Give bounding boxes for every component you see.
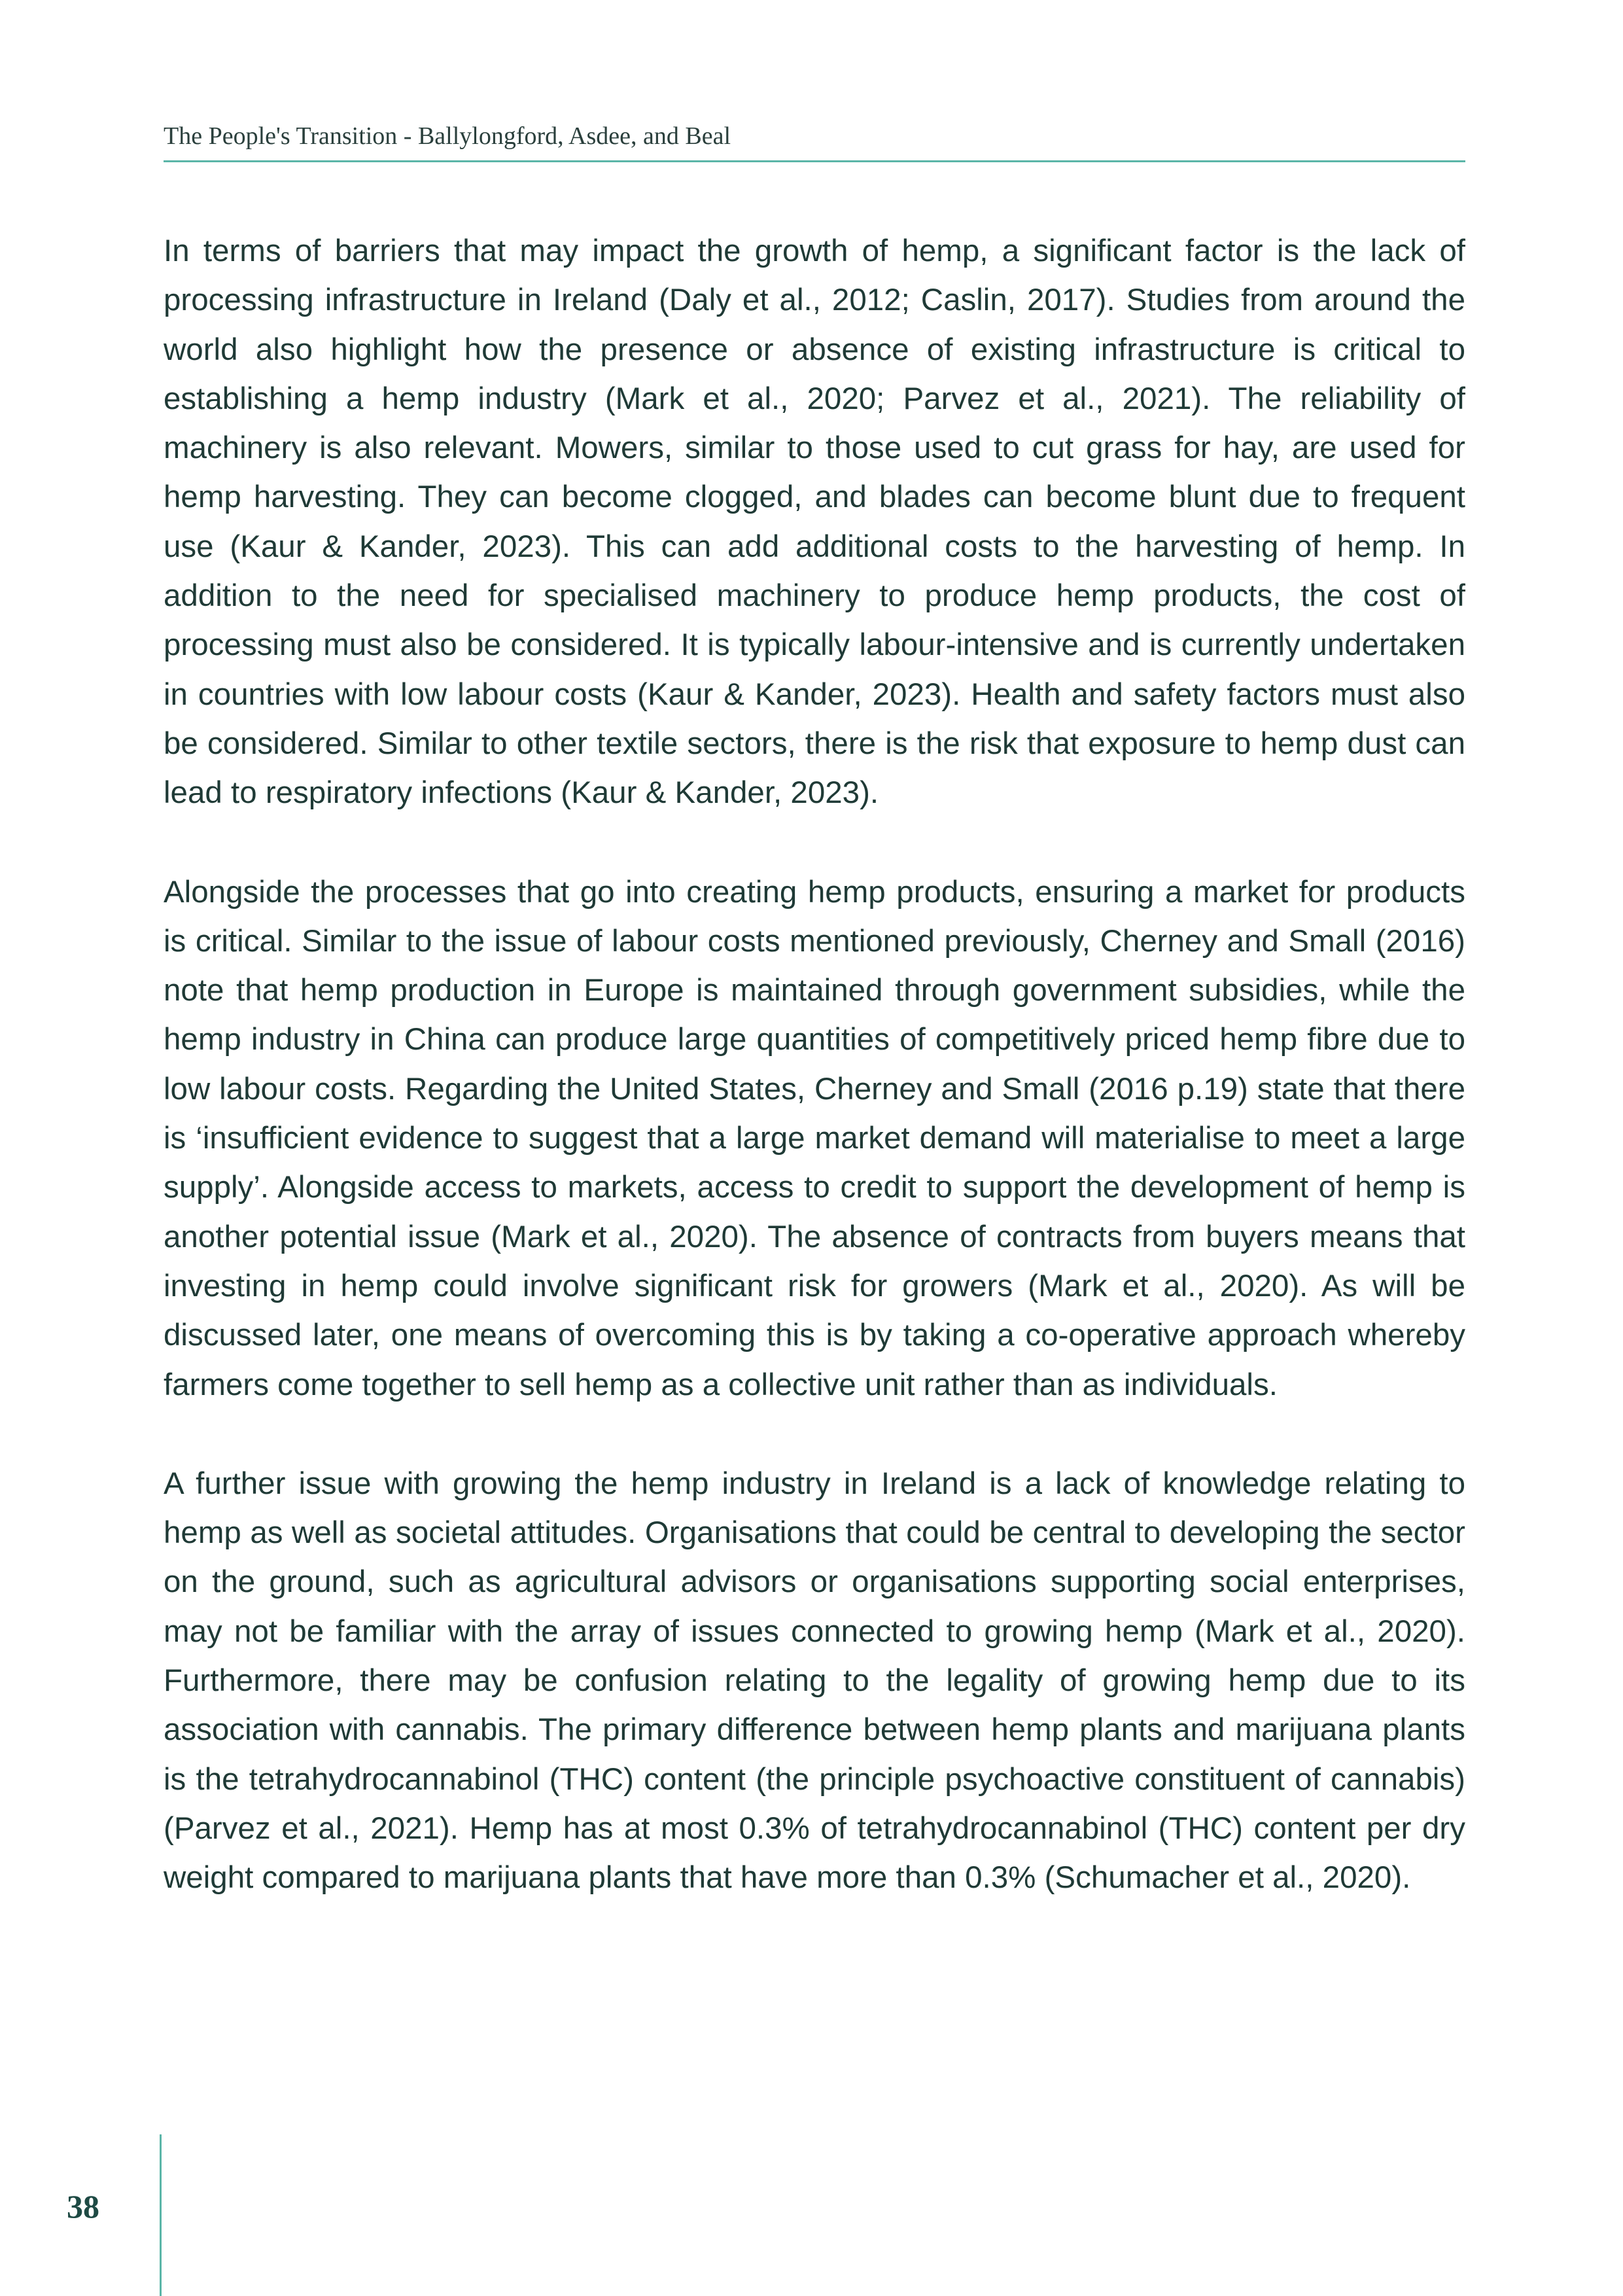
paragraph-knowledge: A further issue with growing the hemp industry in Ireland is a lack of knowledge relating to hemp as well as societal attitudes. Organisations that could be central to developing the sector on the ground, such as agricultural advisors or organisations supporting social enterprises, may not be familiar with the array of issues connected to growing hemp (Mark et al., 2020). Furthermore, there may be confusion relating to the legality of growing hemp due to its association with cannabis. The primary difference between hemp plants and marijuana plants is the tetrahydrocannabinol (THC) content (the principle psychoactive constituent of cannabis) (Parvez et al., 2021). Hemp has at most 0.3% of tetrahydrocannabinol (THC) content per dry weight compared to marijuana plants that have more than 0.3% (Schumacher et al., 2020). (164, 1466, 1465, 1896)
paragraph-barriers: In terms of barriers that may impact the growth of hemp, a significant factor is the lack of processing infrastructure in Ireland (Daly et al., 2012; Caslin, 2017). Studies from around the world also highlight how the presence or absence of existing infrastructure is critical to establishing a hemp industry (Mark et al., 2020; Parvez et al., 2021). The reliability of machinery is also relevant. Mowers, similar to those used to cut grass for hay, are used for hemp harvesting. They can become clogged, and blades can become blunt due to frequent use (Kaur & Kander, 2023). This can add additional costs to the harvesting of hemp. In addition to the need for specialised machinery to produce hemp products, the cost of processing must also be considered. It is typically labour-intensive and is currently undertaken in countries with low labour costs (Kaur & Kander, 2023). Health and safety factors must also be considered. Similar to other textile sectors, there is the risk that exposure to hemp dust can lead to respiratory infections (Kaur & Kander, 2023). (164, 234, 1465, 811)
page-number: 38 (67, 2188, 99, 2225)
header-rule (164, 160, 1465, 162)
body-text (164, 226, 1465, 1952)
running-header: The People's Transition - Ballylongford, Asdee, and Beal (164, 122, 731, 150)
paragraph-markets: Alongside the processes that go into creating hemp products, ensuring a market for products is critical. Similar to the issue of labour costs mentioned previously, Cherney and Small (2016) note that hemp production in Europe is maintained through government subsidies, while the hemp industry in China can produce large quantities of competitively priced hemp fibre due to low labour costs. Regarding the United States, Cherney and Small (2016 p.19) state that there is ‘insufficient evidence to suggest that a large market demand will materialise to meet a large supply’. Alongside access to markets, access to credit to support the development of hemp is another potential issue (Mark et al., 2020). The absence of contracts from buyers means that investing in hemp could involve significant risk for growers (Mark et al., 2020). As will be discussed later, one means of overcoming this is by taking a co-operative approach whereby farmers come together to sell hemp as a collective unit rather than as individuals. (164, 874, 1465, 1402)
footer-rule (160, 2134, 162, 2296)
